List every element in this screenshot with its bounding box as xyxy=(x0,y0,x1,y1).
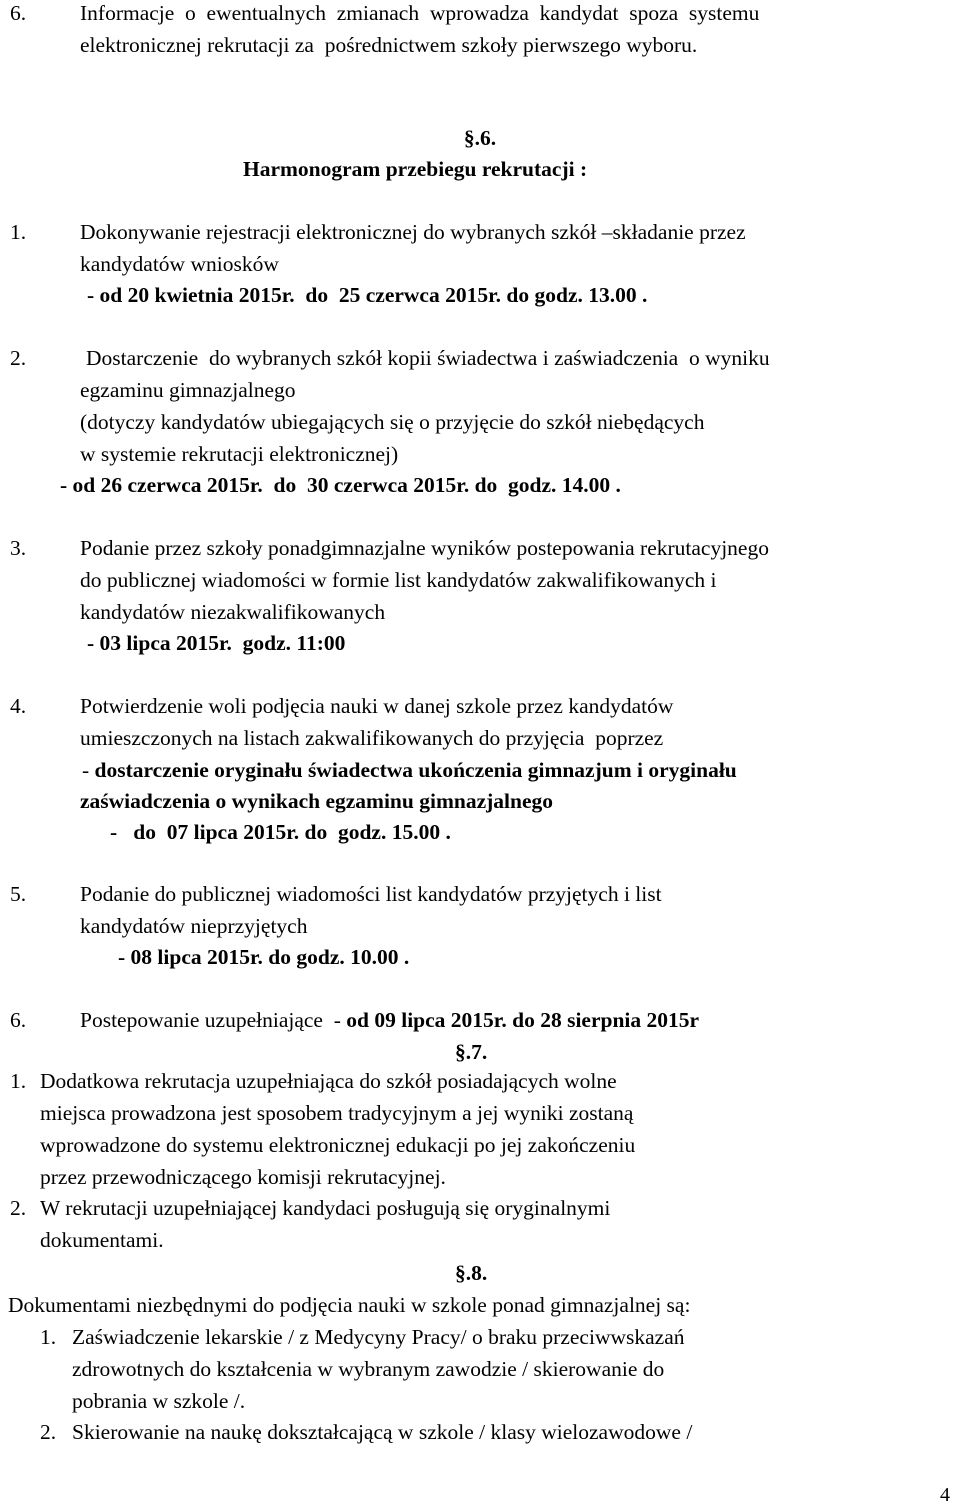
schedule-item-4-bold-line-1 xyxy=(82,760,737,782)
schedule-item-6-line xyxy=(80,1010,699,1032)
section-7-heading: §.7. xyxy=(455,1040,488,1064)
schedule-item-3-line-1: Podanie przez szkoły ponadgimnazjalne wyników postepowania rekrutacyjnego xyxy=(80,536,769,560)
schedule-item-3-line-3: kandydatów niezakwalifikowanych xyxy=(80,600,386,624)
section-7-item-1-line-3: wprowadzone do systemu elektronicznej edukacji po jej zakończeniu xyxy=(40,1133,636,1157)
intro-item-number: 6. xyxy=(10,1,27,25)
schedule-item-2-line-1: Dostarczenie do wybranych szkół kopii świadectwa i zaświadczenia o wyniku xyxy=(86,346,770,370)
section-8-item-2-number: 2. xyxy=(40,1420,57,1444)
section-7-item-1-line-4: przez przewodniczącego komisji rekrutacyjnej. xyxy=(40,1165,446,1189)
schedule-item-4-bold-line-2: zaświadczenia o wynikach egzaminu gimnazjalnego xyxy=(80,789,553,813)
page-number: 4 xyxy=(940,1484,950,1506)
schedule-item-4-number: 4. xyxy=(10,694,27,718)
schedule-item-4-line-1: Potwierdzenie woli podjęcia nauki w danej szkole przez kandydatów xyxy=(80,694,674,718)
schedule-item-1-number: 1. xyxy=(10,220,27,244)
section-8-item-1-number: 1. xyxy=(40,1325,57,1349)
section-7-item-2-line-1: W rekrutacji uzupełniającej kandydaci posługują się oryginalnymi xyxy=(40,1196,611,1220)
intro-line-1: Informacje o ewentualnych zmianach wprowadza kandydat spoza systemu xyxy=(80,1,760,25)
schedule-item-2-number: 2. xyxy=(10,346,27,370)
schedule-item-1-line-1: Dokonywanie rejestracji elektronicznej do wybranych szkół –składanie przez xyxy=(80,220,746,244)
section-6-heading: §.6. xyxy=(463,126,497,150)
schedule-item-5-dates: - 08 lipca 2015r. do godz. 10.00 . xyxy=(118,945,410,969)
schedule-item-3-dates: - 03 lipca 2015r. godz. 11:00 xyxy=(87,631,346,655)
section-8-item-1-line-2: zdrowotnych do kształcenia w wybranym zawodzie / skierowanie do xyxy=(72,1357,665,1381)
schedule-item-6-label: Postepowanie uzupełniające - xyxy=(80,1008,347,1032)
section-6-title: Harmonogram przebiegu rekrutacji : xyxy=(243,157,588,181)
schedule-item-2-line-2: egzaminu gimnazjalnego xyxy=(80,378,296,402)
intro-line-2: elektronicznej rekrutacji za pośrednictwem szkoły pierwszego wyboru. xyxy=(80,33,698,57)
schedule-item-5-line-1: Podanie do publicznej wiadomości list kandydatów przyjętych i list xyxy=(80,882,662,906)
schedule-item-2-line-3: (dotyczy kandydatów ubiegających się o przyjęcie do szkół niebędących xyxy=(80,410,705,434)
schedule-item-3-number: 3. xyxy=(10,536,27,560)
schedule-item-4-bold-prefix: - xyxy=(82,758,95,782)
schedule-item-1-dates: - od 20 kwietnia 2015r. do 25 czerwca 2015r. do godz. 13.00 . xyxy=(87,283,648,307)
section-7-item-2-line-2: dokumentami. xyxy=(40,1228,164,1252)
schedule-item-2-dates: - od 26 czerwca 2015r. do 30 czerwca 2015r. do godz. 14.00 . xyxy=(60,473,621,497)
section-8-item-1-line-1: Zaświadczenie lekarskie / z Medycyny Pracy/ o braku przeciwwskazań xyxy=(72,1325,685,1349)
section-8-heading: §.8. xyxy=(455,1261,488,1285)
section-8-intro: Dokumentami niezbędnymi do podjęcia nauki w szkole ponad gimnazjalnej są: xyxy=(8,1293,691,1317)
schedule-item-3-line-2: do publicznej wiadomości w formie list kandydatów zakwalifikowanych i xyxy=(80,568,717,592)
schedule-item-4-dates: - do 07 lipca 2015r. do godz. 15.00 . xyxy=(110,820,451,844)
section-8-item-2-line-1: Skierowanie na naukę dokształcającą w szkole / klasy wielozawodowe / xyxy=(72,1420,693,1444)
schedule-item-6-dates: od 09 lipca 2015r. do 28 sierpnia 2015r xyxy=(346,1008,700,1032)
schedule-item-5-number: 5. xyxy=(10,882,27,906)
section-7-item-1-line-2: miejsca prowadzona jest sposobem tradycyjnym a jej wyniki zostaną xyxy=(40,1101,634,1125)
section-7-item-1-line-1: Dodatkowa rekrutacja uzupełniająca do szkół posiadających wolne xyxy=(40,1069,617,1093)
section-7-item-1-number: 1. xyxy=(10,1069,27,1093)
schedule-item-4-bold-text-1: dostarczenie oryginału świadectwa ukończenia gimnazjum i oryginału xyxy=(94,758,737,782)
schedule-item-5-line-2: kandydatów nieprzyjętych xyxy=(80,914,308,938)
section-8-item-1-line-3: pobrania w szkole /. xyxy=(72,1389,246,1413)
section-7-item-2-number: 2. xyxy=(10,1196,27,1220)
schedule-item-4-line-2: umieszczonych na listach zakwalifikowanych do przyjęcia poprzez xyxy=(80,726,664,750)
schedule-item-1-line-2: kandydatów wniosków xyxy=(80,252,279,276)
schedule-item-6-number: 6. xyxy=(10,1008,27,1032)
schedule-item-2-line-4: w systemie rekrutacji elektronicznej) xyxy=(80,442,399,466)
